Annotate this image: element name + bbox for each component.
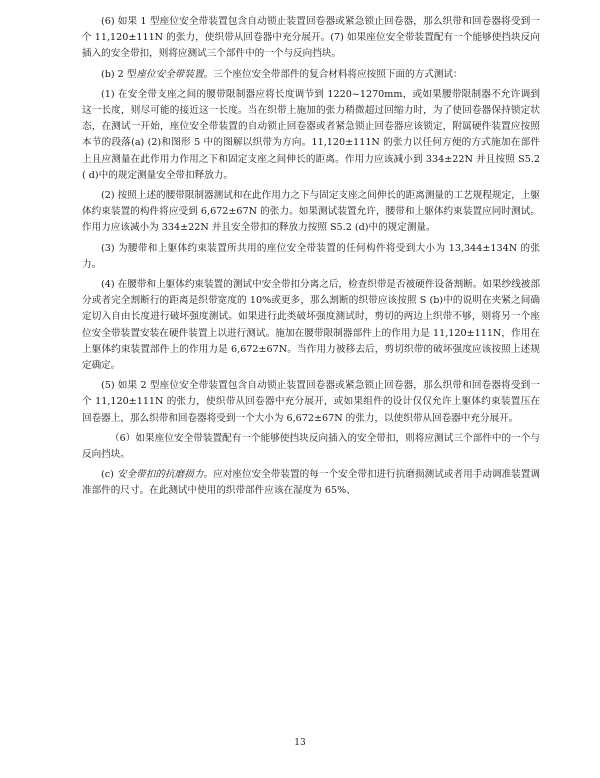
paragraph-a6-a7: (6) 如果 1 型座位安全带装置包含自动锁止装置回卷器或紧急锁止回卷器，那么织带和回卷器将受到一个 11,120±111N 的张力，使织带从回卷器中充分展开。(7) 如果座位安全带装置配有一个能够使挡块反向插入的安全带扣，则将应测试三个部件中的一个与反向挡块。 bbox=[82, 16, 540, 60]
paragraph-b6: （6）如果座位安全带装置配有一个能够使挡块反向插入的安全带扣，则将应测试三个部件中的一个与反向挡块。 bbox=[82, 432, 540, 461]
section-b-intro: 。三个座位安全带部件的复合材料将应按照下面的方式测试： bbox=[203, 68, 463, 80]
paragraph-b1: (1) 在安全带支座之间的腰带限制器应将长度调节到 1220~1270mm，或如果腰带限制器不允许调到这一长度，则尽可能的接近这一长度。当在织带上施加的张力稍微超过回缩力时，为了使回卷器保持锁定状态，在测试一开始，座位安全带装置的自动锁止回卷器或者紧急锁止回卷器应该锁定，附属硬件装置应按照本节的段落(a) (2)和图形 5 中的图解以织带为方向。11,120±111N 的张力以任何方便的方式施加在部件上且应测量在此作用力作用之下和固定支座之间伸长的距离。作用力应该减小到 334±22N 并且按照 S5.2 ( d)中的规定测量安全带扣释放力。 bbox=[82, 88, 540, 181]
section-b-title: 座位安全带装置 bbox=[136, 68, 204, 80]
paragraph-b-heading bbox=[82, 67, 540, 83]
section-c-text: 。应对座位安全带装置的每一个安全带扣进行抗磨损测试或者用手动调准装置调准部件的尺寸。在此测试中使用的织带部件应该在湿度为 65%、 bbox=[82, 469, 541, 497]
paragraph-b4: (4) 在腰带和上躯体约束装置的测试中安全带扣分离之后，检查织带是否被硬件设备割断。如果纱线被部分或者完全割断行的距离是织带宽度的 10%或更多，那么割断的织带应该按照 S (b)中的说明在夹紧之间确定切入自由长度进行破坏强度测试。如果进行此类破坏强度测试时，剪切的两边上织带不够，则将另一个座位安全带装置安装在硬件装置上以进行测试。施加在腰带限制器部件上的作用力是 11,120±111N，作用在上躯体约束装置部件上的作用力是 6,672±67N。当作用力被移去后，剪切织带的破坏强度应该按照上述规定确定。 bbox=[82, 279, 540, 372]
page-number: 13 bbox=[294, 738, 306, 748]
paragraph-b5: (5) 如果 2 型座位安全带装置包含自动锁止装置回卷器或紧急锁止回卷器，那么织带和回卷器将受到一个 11,120±111N 的张力，使织带从回卷器中充分展开，或如果组件的设计仅仅允许上躯体约束装置压在回卷器上，那么织带和回卷器将受到一个大小为 6,672±67N 的张力，以使织带从回卷器中充分展开。 bbox=[82, 380, 540, 424]
paragraph-b2: (2) 按照上述的腰带限制器测试和在此作用力之下与固定支座之间伸长的距离测量的工艺规程规定，上躯体约束装置的构件将应受到 6,672±67N 的张力。如果测试装置允许，腰带和上躯体约束装置应同时测试。作用力应该减小为 334±22N 并且安全带扣的释放力按照 S5.2 (d)中的规定测量。 bbox=[82, 190, 540, 234]
paragraph-b3: (3) 为腰带和上躯体约束装置所共用的座位安全带装置的任何构件将受到大小为 13,344±134N 的张力。 bbox=[82, 242, 540, 270]
section-b-label: (b) 2 型 bbox=[101, 68, 137, 80]
section-c-title: 安全带扣的抗磨损力 bbox=[116, 469, 204, 481]
section-c-label: (c) bbox=[101, 469, 117, 481]
paragraph-c bbox=[82, 467, 540, 499]
